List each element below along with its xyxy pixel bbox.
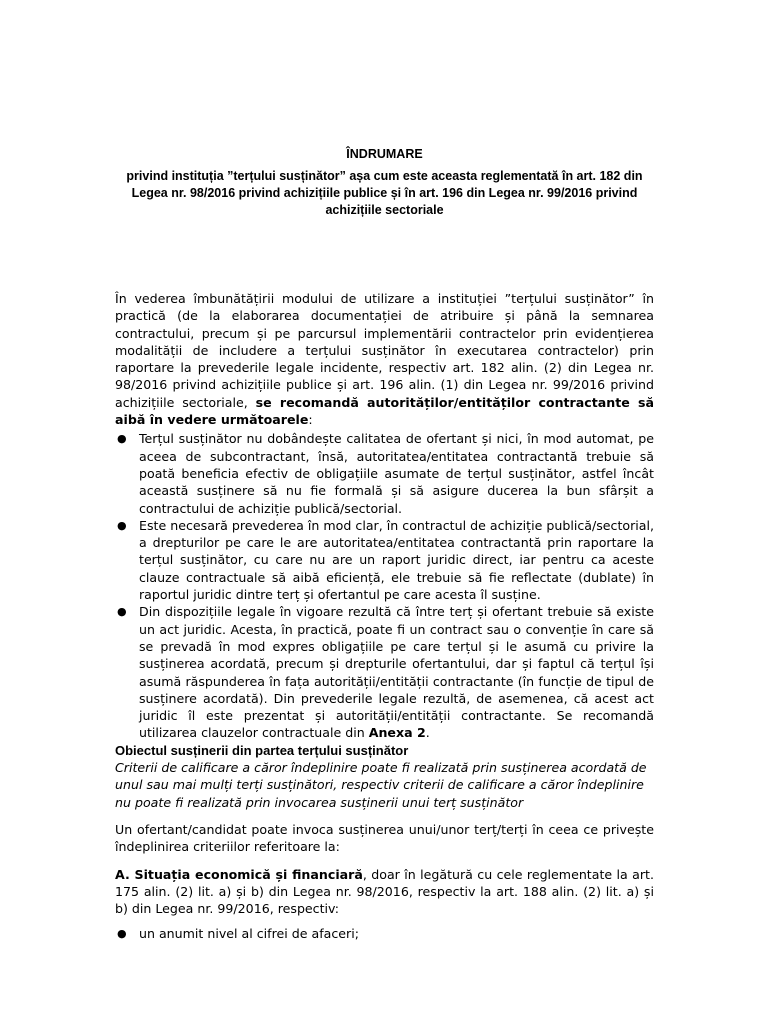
list-item xyxy=(117,925,654,942)
document-body xyxy=(115,290,654,943)
document-title: ÎNDRUMARE xyxy=(346,147,423,161)
list-item xyxy=(117,517,654,603)
section-heading: Obiectul susținerii din partea terțului susținător xyxy=(115,742,409,758)
list-item-text: Terțul susținător nu dobândește calitatea de ofertant și nici, în mod automat, pe aceea de subcontractant, însă, autoritatea/entitatea contractantă trebuie să poată beneficia efectiv de obligațiile asumate de terțul susținător, astfel încât această susținere să nu fie formală și să asigure ducerea la bun sfârșit a contractului de achiziție publică/sectorial. xyxy=(139,431,654,516)
section-italic-text: Criterii de calificare a căror îndeplinire poate fi realizată prin susținerea acordată de unul sau mai mulți terți susținători, respectiv criterii de calificare a căror îndeplinire nu poate fi realizată prin invocarea susținerii unui terț susținător xyxy=(115,760,647,810)
intro-end: : xyxy=(308,412,313,428)
item-a-text: , doar în legătură cu cele reglementate la art. 175 alin. (2) lit. a) și b) din Legea nr. 98/2016, respectiv la art. 188 alin. (2) lit. a) și b) din Legea nr. 99/2016, respectiv: xyxy=(115,866,654,917)
intro-text: În vederea îmbunătățirii modului de utilizare a instituției ”terțului susținător” în practică (de la elaborarea documentației de atribuire și până la semnarea contractului, precum și pe parcursul implementării contractelor prin evidențierea modalității de includere a terțului susținător în executarea contractelor) prin raportare la prevederile legale incidente, respectiv art. 182 alin. (2) din Legea nr. 98/2016 privind achizițiile publice și art. 196 alin. (1) din Legea nr. 99/2016 privind achizițiile sectoriale, xyxy=(115,291,654,410)
criteria-list xyxy=(115,925,654,942)
intro-bold: se recomandă autorităților/entităților contractante să aibă în vedere următoarele xyxy=(115,394,654,428)
bullet-icon: ● xyxy=(117,927,127,941)
list-item xyxy=(117,603,654,741)
list-item-text: Este necesară prevederea în mod clar, în contractul de achiziție publică/sectorial, a drepturilor pe care le are autoritatea/entitatea contractantă prin raportare la terțul susținător, cu care nu are un raport juridic direct, iar pentru ca aceste clauze contractuale să aibă eficiență, ele trebuie să fie reflectate (dublate) în raportul juridic dintre terț și ofertantul pe care acesta îl susține. xyxy=(139,517,654,603)
list-item xyxy=(117,430,654,516)
document-subtitle: privind instituția ”terțului susținător” așa cum este aceasta reglementată în art. 182 din Legea nr. 98/2016 privind achizițiile publice și în art. 196 din Legea nr. 99/2016 privind achizițiile sectoriale xyxy=(126,169,643,217)
annex-reference: Anexa 2 xyxy=(368,725,426,741)
item-a-label: A. Situația economică și financiară xyxy=(115,866,363,882)
list-item-text: un anumit nivel al cifrei de afaceri; xyxy=(139,926,359,942)
bullet-icon: ● xyxy=(117,518,127,532)
bullet-icon: ● xyxy=(117,432,127,446)
invoke-paragraph: Un ofertant/candidat poate invoca susținerea unui/unor terț/terți în ceea ce privește îndeplinirea criteriilor referitoare la: xyxy=(115,821,654,855)
intro-paragraph xyxy=(115,290,654,428)
list-item-end: . xyxy=(425,725,430,741)
bullet-icon: ● xyxy=(117,605,127,619)
recommendations-list xyxy=(115,430,654,741)
item-a-paragraph xyxy=(115,866,654,918)
list-item-text: Din dispozițiile legale în vigoare rezultă că între terț și ofertant trebuie să existe un act juridic. Acesta, în practică, poate fi un contract sau o convenție în care să se prevadă în mod expres obligațiile pe care terțul și le asumă cu privire la susținerea acordată, precum și drepturile ofertantului, dar și faptul că terțul își asumă răspunderea în fața autorității/entității contractante (în funcție de tipul de susținere acordată). Din prevederile legale rezultă, de asemenea, că acest act juridic îl este prezentat și autorității/entității contractante. Se recomandă utilizarea clauzelor contractuale din xyxy=(139,604,654,741)
